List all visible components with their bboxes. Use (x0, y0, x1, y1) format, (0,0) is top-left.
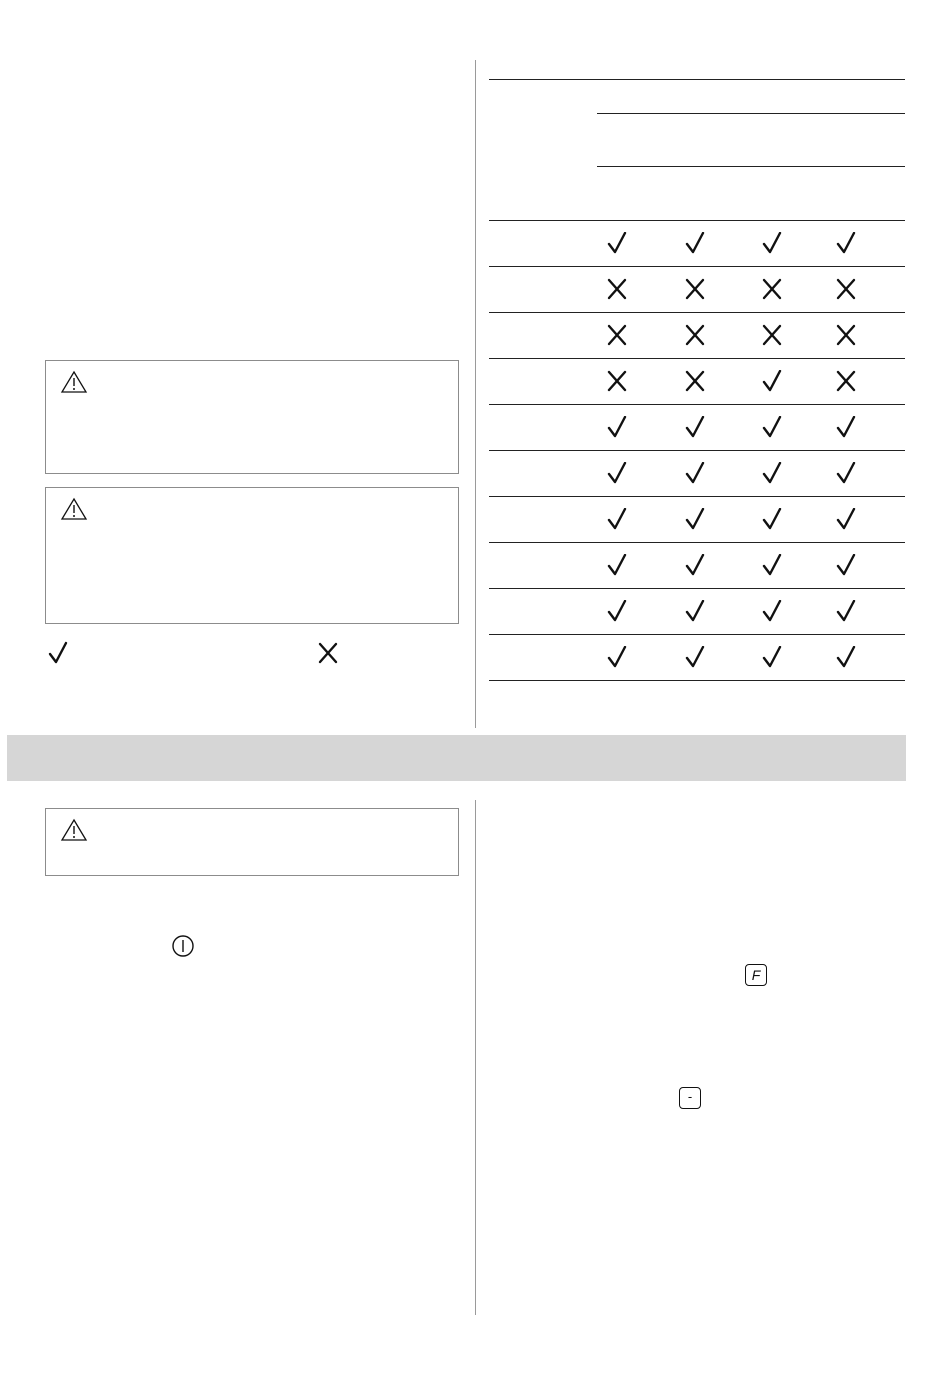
cross-icon (836, 324, 856, 346)
cross-icon (685, 324, 705, 346)
check-icon (762, 508, 782, 530)
table-top-rule (489, 79, 905, 80)
column-divider-top (475, 60, 476, 728)
column-divider-bottom (475, 800, 476, 1315)
cross-icon (685, 370, 705, 392)
warning-box-1 (45, 360, 459, 474)
cross-icon (607, 370, 627, 392)
table-row-rule (489, 358, 905, 359)
table-row-rule (489, 220, 905, 221)
check-icon (762, 554, 782, 576)
cross-icon (607, 324, 627, 346)
check-icon (685, 416, 705, 438)
check-icon (836, 646, 856, 668)
check-icon (836, 416, 856, 438)
table-row-rule (489, 496, 905, 497)
minus-key-icon (679, 1087, 701, 1109)
warning-triangle-icon (60, 370, 88, 394)
check-icon (685, 232, 705, 254)
check-icon (607, 416, 627, 438)
function-key-icon (745, 964, 767, 986)
check-icon (685, 508, 705, 530)
check-icon (836, 462, 856, 484)
table-row-rule (489, 588, 905, 589)
cross-icon (836, 278, 856, 300)
table-header-rule-1 (597, 113, 905, 114)
check-icon (607, 554, 627, 576)
check-icon (685, 554, 705, 576)
cross-icon (762, 324, 782, 346)
warning-triangle-icon (60, 818, 88, 842)
warning-box-2 (45, 487, 459, 624)
check-icon (836, 232, 856, 254)
check-icon (762, 416, 782, 438)
warning-box-3 (45, 808, 459, 876)
check-icon (762, 646, 782, 668)
table-header-rule-2 (597, 166, 905, 167)
table-row-rule (489, 680, 905, 681)
check-icon (607, 508, 627, 530)
warning-triangle-icon (60, 497, 88, 521)
function-key-label: F (751, 967, 761, 983)
minus-key-label: - (687, 1089, 693, 1104)
check-icon (836, 508, 856, 530)
check-icon (607, 646, 627, 668)
cross-icon (685, 278, 705, 300)
cross-icon (836, 370, 856, 392)
check-icon (836, 554, 856, 576)
power-icon (171, 934, 195, 958)
table-row-rule (489, 404, 905, 405)
check-icon (607, 462, 627, 484)
check-icon (607, 232, 627, 254)
table-row-rule (489, 266, 905, 267)
check-icon (762, 600, 782, 622)
cross-icon (762, 278, 782, 300)
legend-cross-icon (317, 641, 339, 665)
cross-icon (607, 278, 627, 300)
check-icon (762, 370, 782, 392)
check-icon (685, 600, 705, 622)
table-row-rule (489, 634, 905, 635)
section-header-band (7, 735, 906, 781)
check-icon (836, 600, 856, 622)
check-icon (685, 462, 705, 484)
table-row-rule (489, 542, 905, 543)
table-row-rule (489, 450, 905, 451)
table-row-rule (489, 312, 905, 313)
check-icon (685, 646, 705, 668)
check-icon (762, 462, 782, 484)
check-icon (607, 600, 627, 622)
check-icon (762, 232, 782, 254)
legend-check-icon (47, 641, 69, 665)
